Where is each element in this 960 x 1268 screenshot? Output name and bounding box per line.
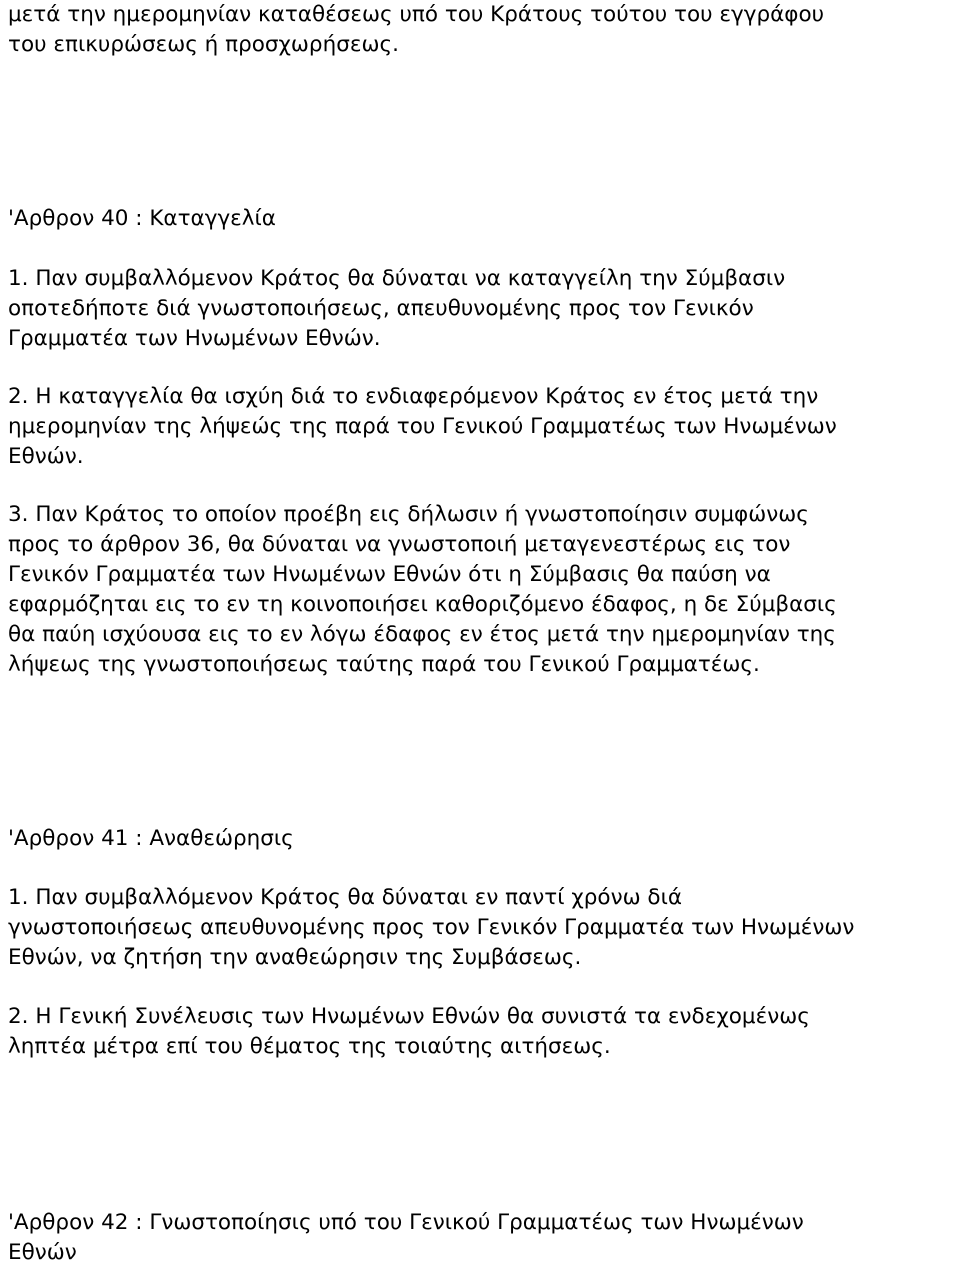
text-line: 1. Παν συμβαλλόμενον Κράτος θα δύναται να καταγγείλη την Σύμβασιν xyxy=(8,266,786,291)
text-line: του επικυρώσεως ή προσχωρήσεως. xyxy=(8,32,399,57)
text-line: ληπτέα μέτρα επί του θέματος της τοιαύτης αιτήσεως. xyxy=(8,1034,611,1059)
text-line: θα παύη ισχύουσα εις το εν λόγω έδαφος εν έτος μετά την ημερομηνίαν της xyxy=(8,622,836,647)
text-line: γνωστοποιήσεως απευθυνομένης προς τον Γενικόν Γραμματέα των Ηνωμένων xyxy=(8,915,855,940)
article-40-heading xyxy=(8,204,956,234)
article-40-paragraph-2 xyxy=(8,382,956,472)
article-40-paragraph-3 xyxy=(8,500,956,680)
text-line: Γενικόν Γραμματέα των Ηνωμένων Εθνών ότι η Σύμβασις θα παύση να xyxy=(8,562,771,587)
article-41-heading xyxy=(8,824,956,854)
text-line: 1. Παν συμβαλλόμενον Κράτος θα δύναται εν παντί χρόνω διά xyxy=(8,885,683,910)
text-line: προς το άρθρον 36, θα δύναται να γνωστοποιή μεταγενεστέρως εις τον xyxy=(8,532,791,557)
heading-text: 'Αρθρον 42 : Γνωστοποίησις υπό του Γενικού Γραμματέως των Ηνωμένων xyxy=(8,1210,804,1235)
article-42-heading xyxy=(8,1208,956,1268)
text-line: 3. Παν Κράτος το οποίον προέβη εις δήλωσιν ή γνωστοποίησιν συμφώνως xyxy=(8,502,809,527)
heading-text: 'Αρθρον 40 : Καταγγελία xyxy=(8,206,276,231)
text-line: Εθνών. xyxy=(8,444,84,469)
article-41-paragraph-1 xyxy=(8,883,956,973)
text-line: λήψεως της γνωστοποιήσεως ταύτης παρά του Γενικού Γραμματέως. xyxy=(8,652,760,677)
text-line: Εθνών, να ζητήση την αναθεώρησιν της Συμβάσεως. xyxy=(8,945,582,970)
heading-text: Εθνών xyxy=(8,1240,77,1265)
text-line: 2. Η Γενική Συνέλευσις των Ηνωμένων Εθνών θα συνιστά τα ενδεχομένως xyxy=(8,1004,810,1029)
article-40-paragraph-1 xyxy=(8,264,956,354)
article-41-paragraph-2 xyxy=(8,1002,956,1062)
text-line: μετά την ημερομηνίαν καταθέσεως υπό του Κράτους τούτου του εγγράφου xyxy=(8,2,825,27)
text-line: εφαρμόζηται εις το εν τη κοινοποιήσει καθοριζόμενο έδαφος, η δε Σύμβασις xyxy=(8,592,837,617)
text-line: Γραμματέα των Ηνωμένων Εθνών. xyxy=(8,326,381,351)
intro-paragraph xyxy=(8,0,956,60)
text-line: 2. Η καταγγελία θα ισχύη διά το ενδιαφερόμενον Κράτος εν έτος μετά την xyxy=(8,384,819,409)
text-line: οποτεδήποτε διά γνωστοποιήσεως, απευθυνομένης προς τον Γενικόν xyxy=(8,296,754,321)
text-line: ημερομηνίαν της λήψεώς της παρά του Γενικού Γραμματέως των Ηνωμένων xyxy=(8,414,837,439)
heading-text: 'Αρθρον 41 : Αναθεώρησις xyxy=(8,826,294,851)
